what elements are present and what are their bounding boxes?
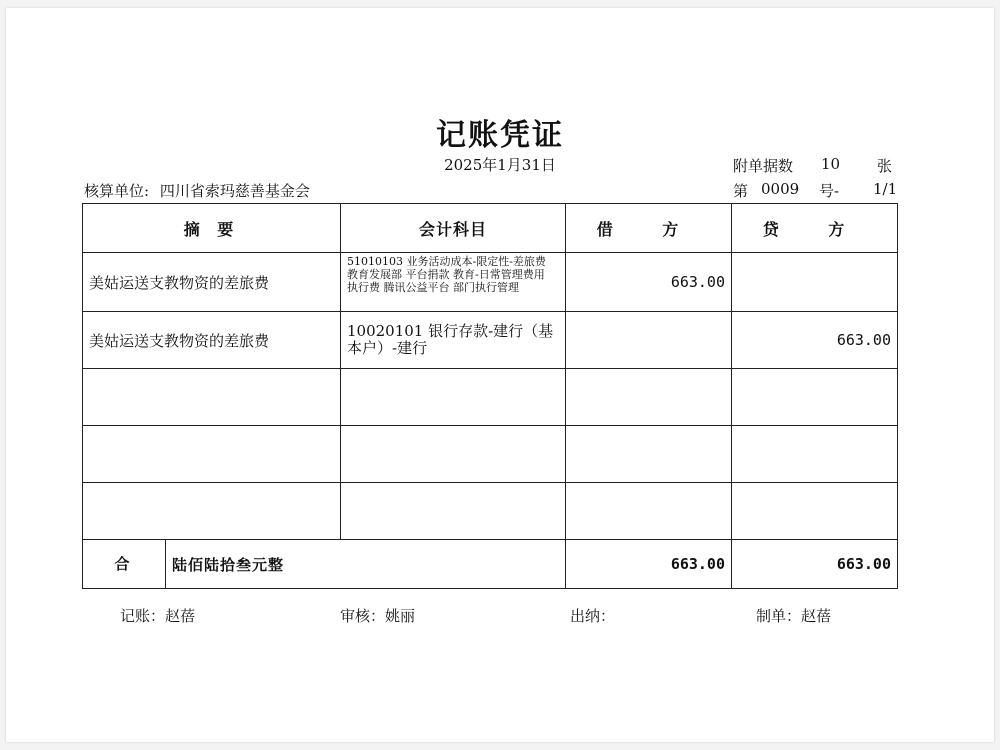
row-summary: 美姑运送支教物资的差旅费 [83, 312, 341, 369]
voucher-number-prefix: 第 [733, 182, 749, 200]
signature-cashier: 出纳： [570, 607, 616, 625]
row-debit: 663.00 [566, 253, 732, 312]
row-summary [83, 426, 341, 483]
row-credit: 663.00 [732, 312, 898, 369]
row-credit [732, 253, 898, 312]
total-amount-words: 陆佰陆拾叁元整 [172, 555, 285, 574]
row-credit [732, 369, 898, 426]
signature-reviewer: 审核：姚丽 [340, 607, 416, 625]
row-account [341, 426, 566, 483]
total-row [83, 540, 898, 589]
total-cell [83, 540, 566, 589]
total-debit: 663.00 [566, 540, 732, 589]
row-summary [83, 483, 341, 540]
table-row [83, 483, 898, 540]
row-account [341, 369, 566, 426]
accounting-unit [84, 180, 310, 201]
row-account: 10020101 银行存款-建行（基本户）-建行 [341, 312, 566, 369]
row-debit [566, 312, 732, 369]
voucher-number-value: 0009 [761, 180, 800, 198]
accounting-unit-label: 核算单位: [84, 182, 150, 200]
row-debit [566, 426, 732, 483]
table-row [83, 253, 898, 312]
header-debit: 借 方 [566, 204, 732, 253]
total-label: 合 [83, 540, 166, 588]
row-summary: 美姑运送支教物资的差旅费 [83, 253, 341, 312]
signature-preparer: 制单：赵蓓 [756, 607, 832, 625]
signature-bookkeeper: 记账：赵蓓 [120, 607, 196, 625]
voucher-title: 记账凭证 [436, 118, 564, 153]
total-credit: 663.00 [732, 540, 898, 589]
table-row [83, 426, 898, 483]
row-summary [83, 369, 341, 426]
voucher-date: 2025年1月31日 [444, 156, 556, 174]
voucher-number-suffix: 号- [819, 182, 840, 200]
row-debit [566, 483, 732, 540]
attachment-label: 附单据数 [733, 157, 794, 175]
attachment-unit: 张 [877, 157, 893, 175]
attachment-number: 10 [821, 155, 841, 173]
voucher-page: 1/1 [873, 180, 898, 198]
header-credit: 贷 方 [732, 204, 898, 253]
row-credit [732, 426, 898, 483]
header-account: 会计科目 [341, 204, 566, 253]
table-row [83, 369, 898, 426]
row-credit [732, 483, 898, 540]
header-summary: 摘 要 [83, 204, 341, 253]
accounting-unit-name: 四川省索玛慈善基金会 [159, 182, 310, 200]
voucher-table [82, 203, 898, 589]
table-row [83, 312, 898, 369]
row-debit [566, 369, 732, 426]
row-account [341, 483, 566, 540]
row-account: 51010103 业务活动成本-限定性-差旅费 教育发展部 平台捐款 教育-日常管理费用 执行费 腾讯公益平台 部门执行管理 [341, 253, 566, 312]
